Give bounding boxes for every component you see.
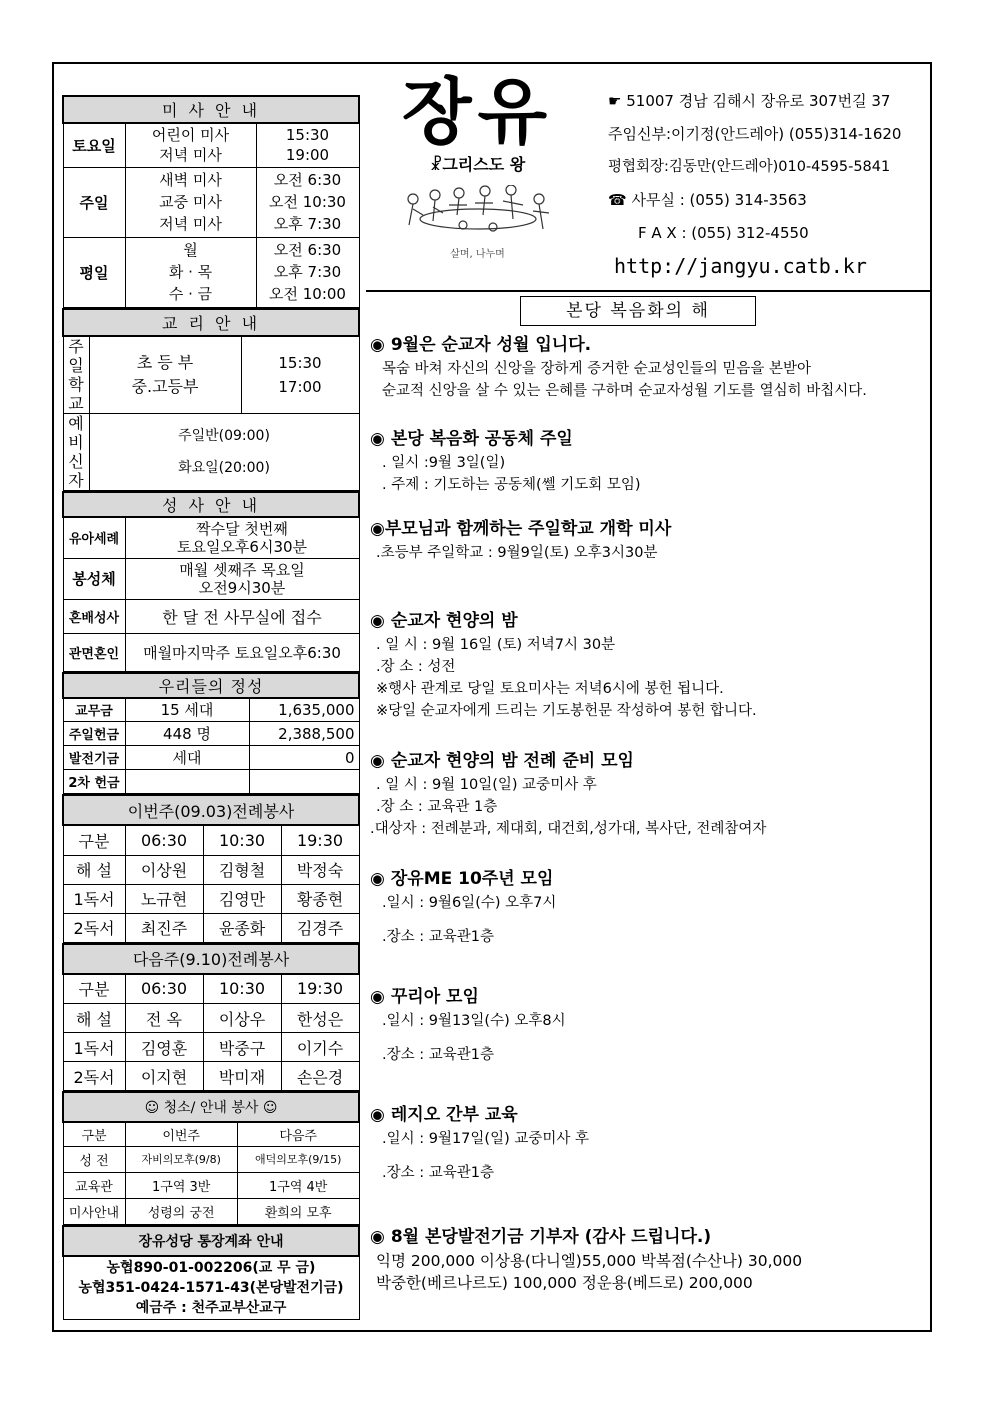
mass-item: 저녁 미사: [159, 215, 222, 233]
notice-legio-training: ◉ 레지오 간부 교육 .일시 : 9월17일(일) 교중미사 후 .장소 : 교육관1층: [370, 1105, 589, 1181]
sacrament-value: 한 달 전 사무실에 접수: [125, 599, 359, 633]
mass-time: 오전 6:30: [273, 171, 342, 189]
sacrament-label: 봉성체: [63, 558, 125, 599]
school-item: 중.고등부: [131, 376, 199, 396]
account-line: 농협890-01-002206(교 무 금): [106, 1259, 316, 1276]
mass-time: 오전 10:30: [269, 193, 346, 211]
bullet-icon: ◉: [370, 869, 385, 889]
logo-caption: 살며, 나누며: [450, 249, 505, 260]
school-item: 초 등 부: [136, 352, 194, 372]
bullet-icon: ◉: [370, 611, 385, 631]
cleaning-table: ☺ 청소/ 안내 봉사 ☺ 구분 이번주 다음주 성 전 자비의모후(9/8) 애덕의모후(9/15) 교육관 1구역 3반 1구역 4반 미사안내 성령의 궁전 환희의 모후: [62, 1091, 360, 1225]
mass-item: 화 · 목: [168, 263, 213, 281]
parish-logo: [390, 69, 565, 260]
header-divider: [366, 290, 932, 292]
school-time: 17:00: [278, 377, 322, 396]
saturday-label: 토요일: [63, 123, 125, 167]
offering-table: 우리들의 정성 교무금 15 세대 1,635,000 주일헌금 448 명 2,388,500 발전기금 세대 0 2차 헌금: [62, 672, 360, 795]
mass-time: 오후 7:30: [273, 215, 342, 233]
notice-martyrs-night: ◉ 순교자 현양의 밤 . 일 시 : 9월 16일 (토) 저녁7시 30분 .장 소 : 성전 ※행사 관계로 당일 토요미사는 저녁6시에 봉헌 됩니다. ※당일 순교자에게 드리는 기도봉헌문 작성하여 봉헌 합니다.: [370, 611, 757, 719]
bullet-icon: ◉: [370, 335, 385, 355]
bullet-icon: ◉: [370, 429, 385, 449]
address-line: [608, 85, 901, 118]
mass-item: 교중 미사: [159, 193, 222, 211]
bullet-icon: ◉: [370, 1227, 385, 1247]
catechumen-item: 화요일(20:00): [178, 460, 270, 476]
sunday-label: 주일: [63, 167, 125, 237]
liturgy-next-table: 다음주(9.10)전례봉사 구분 06:30 10:30 19:30 해 설 전 옥 이상우 한성은 1독서 김영훈 박중구 이기수 2독서 이지현 박미재 손은경: [62, 943, 360, 1092]
account-line: 농협351-0424-1571-43(본당발전기금): [78, 1279, 344, 1296]
mass-item: 새벽 미사: [159, 171, 222, 189]
mass-time: 오전 10:00: [269, 285, 346, 303]
logo-subtitle: ☧그리스도 왕: [429, 155, 526, 174]
notice-me-anniversary: ◉ 장유ME 10주년 모임 .일시 : 9월6일(수) 오후7시 .장소 : 교육관1층: [370, 869, 557, 945]
mass-time: 오전 6:30: [273, 241, 342, 259]
weekday-label: 평일: [63, 237, 125, 307]
logo-title: 장유: [401, 69, 554, 154]
pastor-line: 주임신부:이기정(안드레아) (055)314-1620: [608, 125, 902, 143]
catechism-title: 교 리 안 내: [63, 309, 359, 336]
sacrament-table: 성 사 안 내 유아세례 짝수달 첫번째 토요일오후6시30분 봉성체 매월 셋째주 목요일 오전9시30분 혼배성사 한 달 전 사무실에 접수 관면혼인 매월마지막주 토요일오후6:30: [62, 491, 360, 672]
notice-evangelization-sunday: ◉ 본당 복음화 공동체 주일 . 일시 :9월 3일(일) . 주제 : 기도하는 공동체(쎌 기도회 모임): [370, 429, 641, 493]
notice-liturgy-prep: ◉ 순교자 현양의 밤 전례 준비 모임 . 일 시 : 9월 10일(일) 교중미사 후 .장 소 : 교육관 1층 .대상자 : 전례분과, 제대회, 대건회,성가대, 복사단, 전례참여자: [370, 751, 767, 837]
office-text: 사무실 : (055) 314-3563: [631, 191, 807, 209]
mass-table: [62, 95, 360, 308]
contact-info: [608, 85, 901, 283]
mass-item: 수 · 금: [168, 285, 213, 303]
left-column: [62, 95, 360, 1320]
sacrament-value: 매월마지막주 토요일오후6:30: [125, 633, 359, 671]
mass-item: 월: [183, 241, 198, 259]
liturgy-next-title: 다음주(9.10)전례봉사: [63, 944, 359, 974]
notice-martyrs-month: ◉ 9월은 순교자 성월 입니다. 목숨 바쳐 자신의 신앙을 장하게 증거한 순교성인들의 믿음을 본받아 순교적 신앙을 살 수 있는 은혜를 구하며 순교자성월 기도를 열심히 바칩시다.: [370, 335, 867, 399]
year-banner: 본당 복음화의 해: [520, 296, 756, 326]
people-drawing: [390, 185, 565, 245]
account-table: [62, 1225, 360, 1321]
sacrament-label: 관면혼인: [63, 633, 125, 671]
offering-title: 우리들의 정성: [63, 673, 359, 698]
notice-sunday-school: ◉부모님과 함께하는 주일학교 개학 미사 .초등부 주일학교 : 9월9일(토) 오후3시30분: [370, 519, 672, 561]
account-title: 장유성당 통장계좌 안내: [63, 1226, 359, 1256]
mass-time: 19:00: [285, 146, 330, 165]
account-line: 예금주 : 천주교부산교구: [135, 1299, 287, 1316]
phone-icon: ☎: [608, 191, 627, 209]
cleaning-title: ☺ 청소/ 안내 봉사 ☺: [63, 1092, 359, 1122]
bullet-icon: ◉: [370, 987, 385, 1007]
address-text: 51007 경남 김해시 장유로 307번길 37: [626, 92, 891, 110]
liturgy-this-table: 이번주(09.03)전례봉사 구분 06:30 10:30 19:30 해 설 이상원 김형철 박정숙 1독서 노규현 김영만 황종현 2독서 최진주 윤종화 김경주: [62, 794, 360, 943]
bullet-icon: ◉: [370, 1105, 385, 1125]
notice-curia-meeting: ◉ 꾸리아 모임 .일시 : 9월13일(수) 오후8시 .장소 : 교육관1층: [370, 987, 566, 1063]
sacrament-title: 성 사 안 내: [63, 492, 359, 517]
pointing-hand-icon: ☛: [608, 92, 622, 110]
council-line: 평협회장:김동만(안드레아)010-4595-5841: [608, 159, 891, 175]
mass-title: 미 사 안 내: [63, 96, 359, 123]
mass-item: 저녁 미사: [159, 146, 222, 165]
catechumen-item: 주일반(09:00): [178, 428, 270, 444]
sacrament-label: 유아세례: [63, 517, 125, 558]
school-label: 주 일 학 교: [63, 336, 89, 414]
bullet-icon: ◉: [370, 751, 385, 771]
notice-donors: ◉ 8월 본당발전기금 기부자 (감사 드립니다.) 익명 200,000 이상용(다니엘)55,000 박복점(수산나) 30,000 박중한(베르나르도) 100,000 정운용(베드로) 200,000: [370, 1227, 803, 1292]
catechism-table: [62, 308, 360, 492]
sacrament-label: 혼배성사: [63, 599, 125, 633]
mass-item: 어린이 미사: [151, 126, 230, 145]
website-link[interactable]: http://jangyu.catb.kr: [614, 254, 867, 278]
liturgy-this-title: 이번주(09.03)전례봉사: [63, 795, 359, 825]
mass-time: 15:30: [285, 126, 330, 145]
catechumen-label: 예 비 신 자: [63, 414, 89, 491]
fax-line: F A X : (055) 312-4550: [638, 224, 809, 242]
school-time: 15:30: [278, 353, 322, 372]
mass-time: 오후 7:30: [273, 263, 342, 281]
office-line: [608, 184, 901, 217]
